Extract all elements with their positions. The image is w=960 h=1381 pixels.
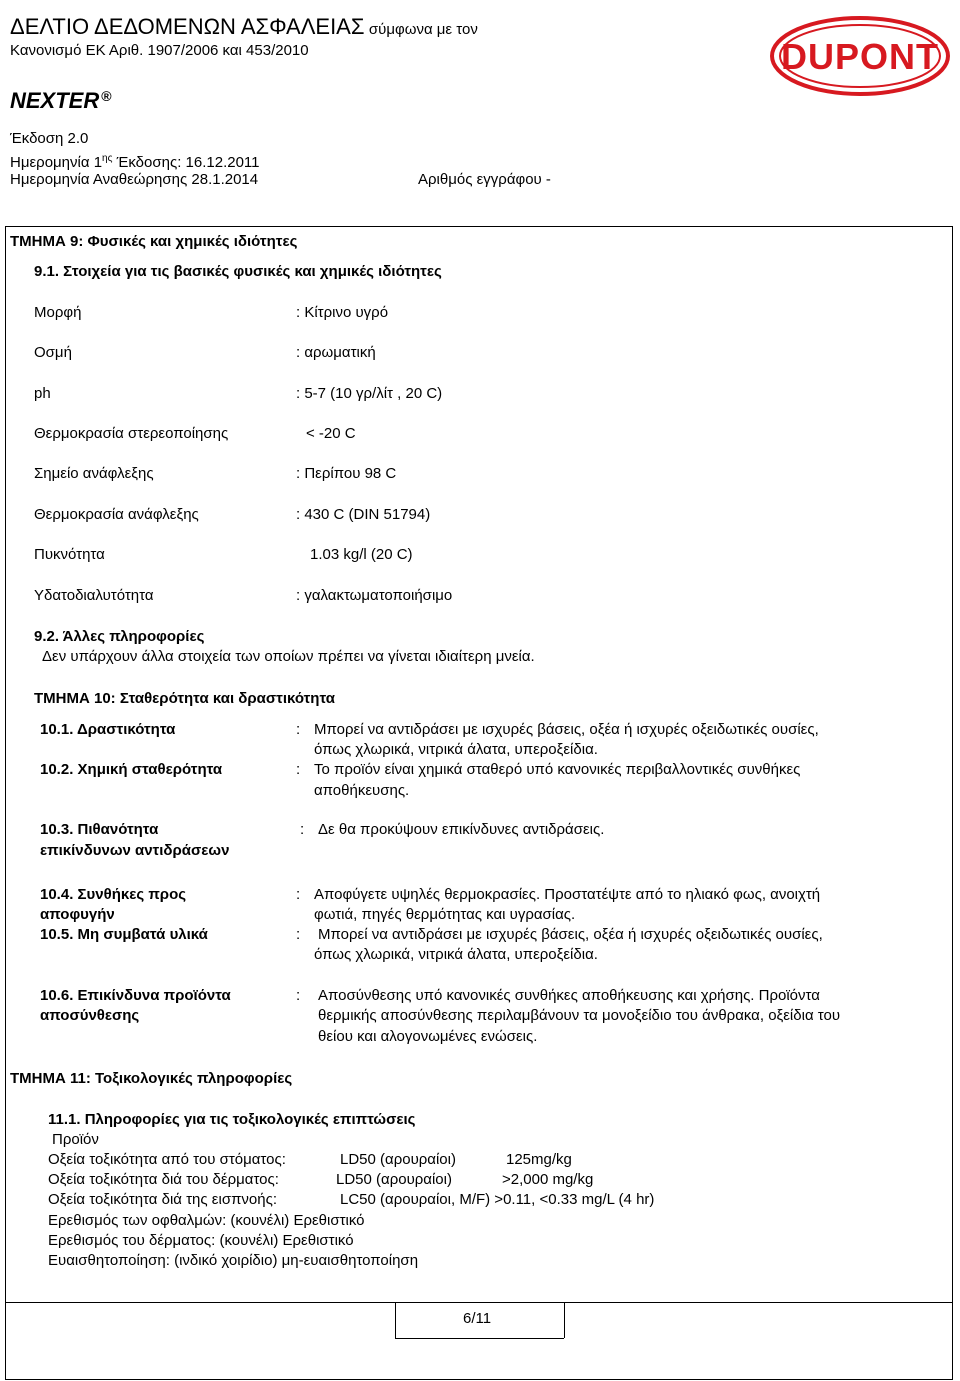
section9-sub2-text: Δεν υπάρχουν άλλα στοιχεία των οποίων πρέπει να γίνεται ιδιαίτερη μνεία.: [42, 648, 535, 665]
prop-label: Πυκνότητα: [34, 546, 105, 563]
document-title: [10, 14, 478, 40]
tox-value: >2,000 mg/kg: [502, 1171, 594, 1188]
item-colon: :: [300, 821, 305, 838]
item-line: Αποσύνθεσης υπό κανονικές συνθήκες αποθήκευσης και χρήσης. Προϊόντα: [318, 987, 820, 1004]
registration-number: Αριθμός εγγράφου -: [418, 171, 551, 188]
first-issue-line: [10, 149, 260, 172]
tox-value: 125mg/kg: [506, 1151, 572, 1168]
product-label: NEXTER: [10, 88, 100, 113]
item-line: φωτιά, πηγές θερμότητας και υγρασίας.: [314, 906, 576, 923]
item-line: όπως χλωρικά, νιτρικά άλατα, υπεροξείδια.: [314, 741, 598, 758]
prop-label: Υδατοδιαλυτότητα: [34, 587, 154, 604]
item-line: Μπορεί να αντιδράσει με ισχυρές βάσεις, οξέα ή ισχυρές οξειδωτικές ουσίες,: [318, 926, 823, 943]
section10-title: ΤΜΗΜΑ 10: Σταθερότητα και δραστικότητα: [34, 690, 335, 707]
item-colon: :: [296, 721, 301, 738]
item-label: 10.5. Μη συμβατά υλικά: [40, 926, 208, 943]
prop-value: 1.03 kg/l (20 C): [310, 546, 413, 563]
revision-date: Ημερομηνία Αναθεώρησης 28.1.2014: [10, 171, 259, 188]
logo-text: DUPONT: [781, 36, 939, 77]
product-name: [10, 88, 112, 114]
item-line: θείου και αλογονωμένες ενώσεις.: [318, 1028, 538, 1045]
prop-label: Μορφή: [34, 304, 82, 321]
item-line: θερμικής αποσύνθεσης περιλαμβάνουν τα μονοξείδιο του άνθρακα, οξείδια του: [318, 1007, 841, 1024]
first-issue-label: Ημερομηνία 1: [10, 154, 103, 171]
item-label: 10.2. Χημική σταθερότητα: [40, 761, 223, 778]
prop-label: ph: [34, 385, 51, 402]
section9-sub1: 9.1. Στοιχεία για τις βασικές φυσικές και χημικές ιδιότητες: [34, 263, 442, 280]
prop-value: : γαλακτωματοποιήσιμο: [296, 587, 453, 604]
tox-label: Οξεία τοξικότητα διά της εισπνοής:: [48, 1191, 278, 1208]
tox-label: Οξεία τοξικότητα από του στόματος:: [48, 1151, 286, 1168]
item-label: 10.3. Πιθανότητα: [40, 821, 159, 838]
dupont-logo: [768, 14, 952, 98]
tox-test: LD50 (αρουραίοι): [336, 1171, 452, 1188]
footer-rule-bottom: [395, 1338, 564, 1339]
section11-title: ΤΜΗΜΑ 11: Τοξικολογικές πληροφορίες: [10, 1070, 293, 1087]
prop-label: Σημείο ανάφλεξης: [34, 465, 154, 482]
tox-other: Ερεθισμός του δέρματος: (κουνέλι) Ερεθιστικό: [48, 1232, 354, 1249]
item-label-cont: αποσύνθεσης: [40, 1007, 140, 1024]
first-issue-rest: Έκδοσης: 16.12.2011: [112, 154, 260, 171]
item-label: 10.6. Επικίνδυνα προϊόντα: [40, 987, 231, 1004]
item-label-cont: αποφυγήν: [40, 906, 115, 923]
prop-value: : Κίτρινο υγρό: [296, 304, 389, 321]
section11-sub1: 11.1. Πληροφορίες για τις τοξικολογικές επιπτώσεις: [48, 1111, 416, 1128]
footer-rule: [5, 1302, 953, 1303]
item-line: Αποφύγετε υψηλές θερμοκρασίες. Προστατέψτε από το ηλιακό φως, ανοιχτή: [314, 886, 821, 903]
prop-label: Θερμοκρασία ανάφλεξης: [34, 506, 199, 523]
item-line: όπως χλωρικά, νιτρικά άλατα, υπεροξείδια.: [314, 946, 598, 963]
product-label: Προϊόν: [52, 1131, 99, 1148]
section9-sub2: 9.2. Άλλες πληροφορίες: [34, 628, 205, 645]
section10-left-rule: [5, 1059, 6, 1069]
tox-test: LC50 (αρουραίοι, M/F) >0.11, <0.33 mg/L (4 hr): [340, 1191, 655, 1208]
registered-mark: ®: [101, 88, 112, 104]
item-label-cont: επικίνδυνων αντιδράσεων: [40, 842, 230, 859]
tox-label: Οξεία τοξικότητα διά του δέρματος:: [48, 1171, 279, 1188]
prop-value: : 5-7 (10 γρ/λίτ , 20 C): [296, 385, 443, 402]
title-main: ΔΕΛΤΙΟ ΔΕΔΟΜΕΝΩΝ ΑΣΦΑΛΕΙΑΣ: [10, 14, 365, 39]
prop-label: Θερμοκρασία στερεοποίησης: [34, 425, 229, 442]
section9-title: ΤΜΗΜΑ 9: Φυσικές και χημικές ιδιότητες: [10, 233, 298, 250]
item-line: αποθήκευσης.: [314, 782, 410, 799]
footer-right-rule: [564, 1302, 565, 1338]
item-label: 10.1. Δραστικότητα: [40, 721, 176, 738]
prop-value: < -20 C: [306, 425, 356, 442]
title-suffix: σύμφωνα με τον: [368, 21, 478, 38]
prop-value: : Περίπου 98 C: [296, 465, 397, 482]
item-colon: :: [296, 761, 301, 778]
page-number: 6/11: [463, 1310, 492, 1327]
item-line: Δε θα προκύψουν επικίνδυνες αντιδράσεις.: [318, 821, 605, 838]
item-label: 10.4. Συνθήκες προς: [40, 886, 187, 903]
item-colon: :: [296, 886, 301, 903]
prop-value: : αρωματική: [296, 344, 376, 361]
tox-other: Ερεθισμός των οφθαλμών: (κουνέλι) Ερεθιστικό: [48, 1212, 365, 1229]
regulation-line: Κανονισμό ΕΚ Αριθ. 1907/2006 και 453/2010: [10, 42, 309, 59]
item-colon: :: [296, 926, 301, 943]
version-line: Έκδοση 2.0: [10, 130, 89, 147]
tox-other: Ευαισθητοποίηση: (ινδικό χοιρίδιο) μη-ευαισθητοποίηση: [48, 1252, 419, 1269]
prop-label: Οσμή: [34, 344, 72, 361]
prop-value: : 430 C (DIN 51794): [296, 506, 431, 523]
item-line: Το προϊόν είναι χημικά σταθερό υπό κανονικές περιβαλλοντικές συνθήκες: [314, 761, 801, 778]
tox-test: LD50 (αρουραίοι): [340, 1151, 456, 1168]
item-line: Μπορεί να αντιδράσει με ισχυρές βάσεις, οξέα ή ισχυρές οξειδωτικές ουσίες,: [314, 721, 819, 738]
footer-left-rule: [395, 1302, 396, 1338]
first-issue-sup: ης: [102, 153, 113, 164]
item-colon: :: [296, 987, 301, 1004]
